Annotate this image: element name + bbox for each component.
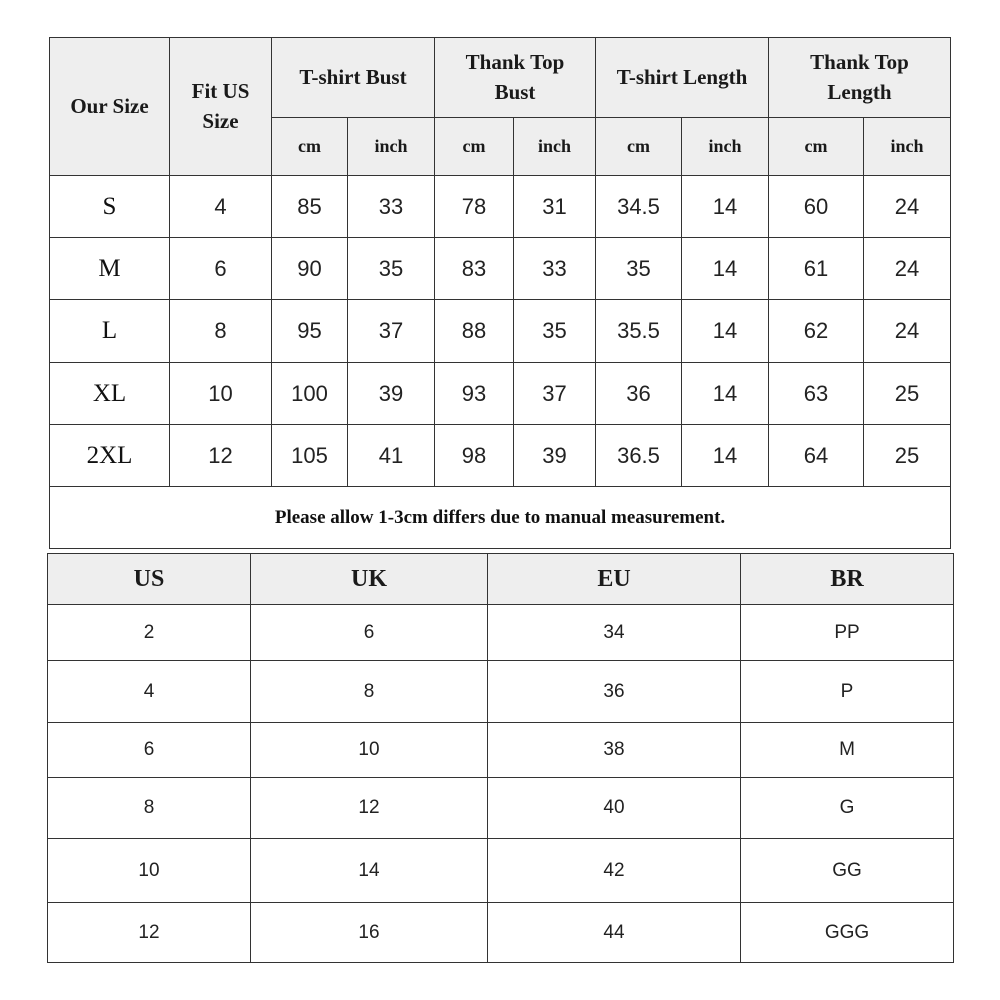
br-size: M bbox=[741, 723, 954, 778]
tank-top-bust-cm: 88 bbox=[435, 300, 514, 363]
size-header-row bbox=[50, 38, 951, 118]
header-uk: UK bbox=[251, 554, 488, 605]
eu-size: 38 bbox=[488, 723, 741, 778]
tank-top-bust-cm: 93 bbox=[435, 363, 514, 425]
size-label: 2XL bbox=[50, 425, 170, 487]
tshirt-bust-inch: 33 bbox=[348, 176, 435, 238]
fit-us-value: 12 bbox=[170, 425, 272, 487]
tank-top-bust-inch: 31 bbox=[514, 176, 596, 238]
br-size: PP bbox=[741, 605, 954, 661]
table-row bbox=[48, 723, 954, 778]
fit-us-value: 10 bbox=[170, 363, 272, 425]
size-label: S bbox=[50, 176, 170, 238]
tank-top-length-inch: 24 bbox=[864, 238, 951, 300]
eu-size: 42 bbox=[488, 839, 741, 903]
table-row bbox=[50, 425, 951, 487]
uk-size: 14 bbox=[251, 839, 488, 903]
header-eu: EU bbox=[488, 554, 741, 605]
br-size: P bbox=[741, 661, 954, 723]
table-row bbox=[50, 363, 951, 425]
eu-size: 44 bbox=[488, 903, 741, 963]
table-row bbox=[48, 605, 954, 661]
tshirt-length-inch: 14 bbox=[682, 363, 769, 425]
table-row bbox=[48, 778, 954, 839]
tshirt-length-cm: 36 bbox=[596, 363, 682, 425]
tshirt-bust-inch: 41 bbox=[348, 425, 435, 487]
tshirt-bust-inch: 35 bbox=[348, 238, 435, 300]
tank-top-bust-inch: 33 bbox=[514, 238, 596, 300]
uk-size: 16 bbox=[251, 903, 488, 963]
measurement-note: Please allow 1-3cm differs due to manual measurement. bbox=[50, 487, 951, 549]
tshirt-bust-inch: 37 bbox=[348, 300, 435, 363]
fit-us-value: 6 bbox=[170, 238, 272, 300]
eu-size: 34 bbox=[488, 605, 741, 661]
tshirt-length-cm: 35.5 bbox=[596, 300, 682, 363]
tshirt-bust-cm: 90 bbox=[272, 238, 348, 300]
unit-inch: inch bbox=[682, 118, 769, 176]
us-size: 6 bbox=[48, 723, 251, 778]
br-size: GG bbox=[741, 839, 954, 903]
header-br: BR bbox=[741, 554, 954, 605]
header-our-size: Our Size bbox=[50, 38, 170, 176]
tank-top-bust-inch: 39 bbox=[514, 425, 596, 487]
table-row bbox=[50, 238, 951, 300]
us-size: 4 bbox=[48, 661, 251, 723]
table-row bbox=[48, 661, 954, 723]
header-tank-top-length: Thank Top Length bbox=[769, 38, 951, 118]
tank-top-bust-cm: 78 bbox=[435, 176, 514, 238]
us-size: 8 bbox=[48, 778, 251, 839]
uk-size: 8 bbox=[251, 661, 488, 723]
table-row bbox=[50, 300, 951, 363]
us-size: 12 bbox=[48, 903, 251, 963]
header-us: US bbox=[48, 554, 251, 605]
tank-top-length-inch: 24 bbox=[864, 300, 951, 363]
tshirt-length-inch: 14 bbox=[682, 425, 769, 487]
tshirt-length-cm: 35 bbox=[596, 238, 682, 300]
tshirt-bust-inch: 39 bbox=[348, 363, 435, 425]
unit-cm: cm bbox=[769, 118, 864, 176]
fit-us-value: 8 bbox=[170, 300, 272, 363]
tshirt-bust-cm: 85 bbox=[272, 176, 348, 238]
tank-top-length-cm: 63 bbox=[769, 363, 864, 425]
us-size: 10 bbox=[48, 839, 251, 903]
conversion-header-row bbox=[48, 554, 954, 605]
us-size: 2 bbox=[48, 605, 251, 661]
tank-top-length-cm: 62 bbox=[769, 300, 864, 363]
size-label: M bbox=[50, 238, 170, 300]
tshirt-length-cm: 34.5 bbox=[596, 176, 682, 238]
tshirt-length-inch: 14 bbox=[682, 176, 769, 238]
tshirt-length-inch: 14 bbox=[682, 300, 769, 363]
fit-us-value: 4 bbox=[170, 176, 272, 238]
size-chart-table bbox=[49, 37, 951, 549]
table-row bbox=[48, 903, 954, 963]
tank-top-bust-inch: 35 bbox=[514, 300, 596, 363]
tank-top-length-cm: 64 bbox=[769, 425, 864, 487]
unit-inch: inch bbox=[864, 118, 951, 176]
tank-top-length-inch: 25 bbox=[864, 363, 951, 425]
tshirt-bust-cm: 100 bbox=[272, 363, 348, 425]
uk-size: 6 bbox=[251, 605, 488, 661]
unit-inch: inch bbox=[348, 118, 435, 176]
table-row bbox=[50, 176, 951, 238]
unit-cm: cm bbox=[596, 118, 682, 176]
unit-cm: cm bbox=[272, 118, 348, 176]
br-size: G bbox=[741, 778, 954, 839]
tank-top-length-cm: 60 bbox=[769, 176, 864, 238]
tshirt-bust-cm: 95 bbox=[272, 300, 348, 363]
header-tank-top-bust: Thank Top Bust bbox=[435, 38, 596, 118]
uk-size: 12 bbox=[251, 778, 488, 839]
unit-cm: cm bbox=[435, 118, 514, 176]
tshirt-length-inch: 14 bbox=[682, 238, 769, 300]
eu-size: 36 bbox=[488, 661, 741, 723]
tank-top-length-inch: 24 bbox=[864, 176, 951, 238]
tank-top-length-inch: 25 bbox=[864, 425, 951, 487]
tank-top-bust-cm: 98 bbox=[435, 425, 514, 487]
header-tshirt-bust: T-shirt Bust bbox=[272, 38, 435, 118]
tshirt-length-cm: 36.5 bbox=[596, 425, 682, 487]
unit-inch: inch bbox=[514, 118, 596, 176]
eu-size: 40 bbox=[488, 778, 741, 839]
tank-top-bust-cm: 83 bbox=[435, 238, 514, 300]
size-label: L bbox=[50, 300, 170, 363]
br-size: GGG bbox=[741, 903, 954, 963]
uk-size: 10 bbox=[251, 723, 488, 778]
header-tshirt-length: T-shirt Length bbox=[596, 38, 769, 118]
size-conversion-table bbox=[47, 553, 954, 963]
header-fit-us-size: Fit US Size bbox=[170, 38, 272, 176]
tank-top-bust-inch: 37 bbox=[514, 363, 596, 425]
tank-top-length-cm: 61 bbox=[769, 238, 864, 300]
table-row bbox=[48, 839, 954, 903]
size-label: XL bbox=[50, 363, 170, 425]
tshirt-bust-cm: 105 bbox=[272, 425, 348, 487]
